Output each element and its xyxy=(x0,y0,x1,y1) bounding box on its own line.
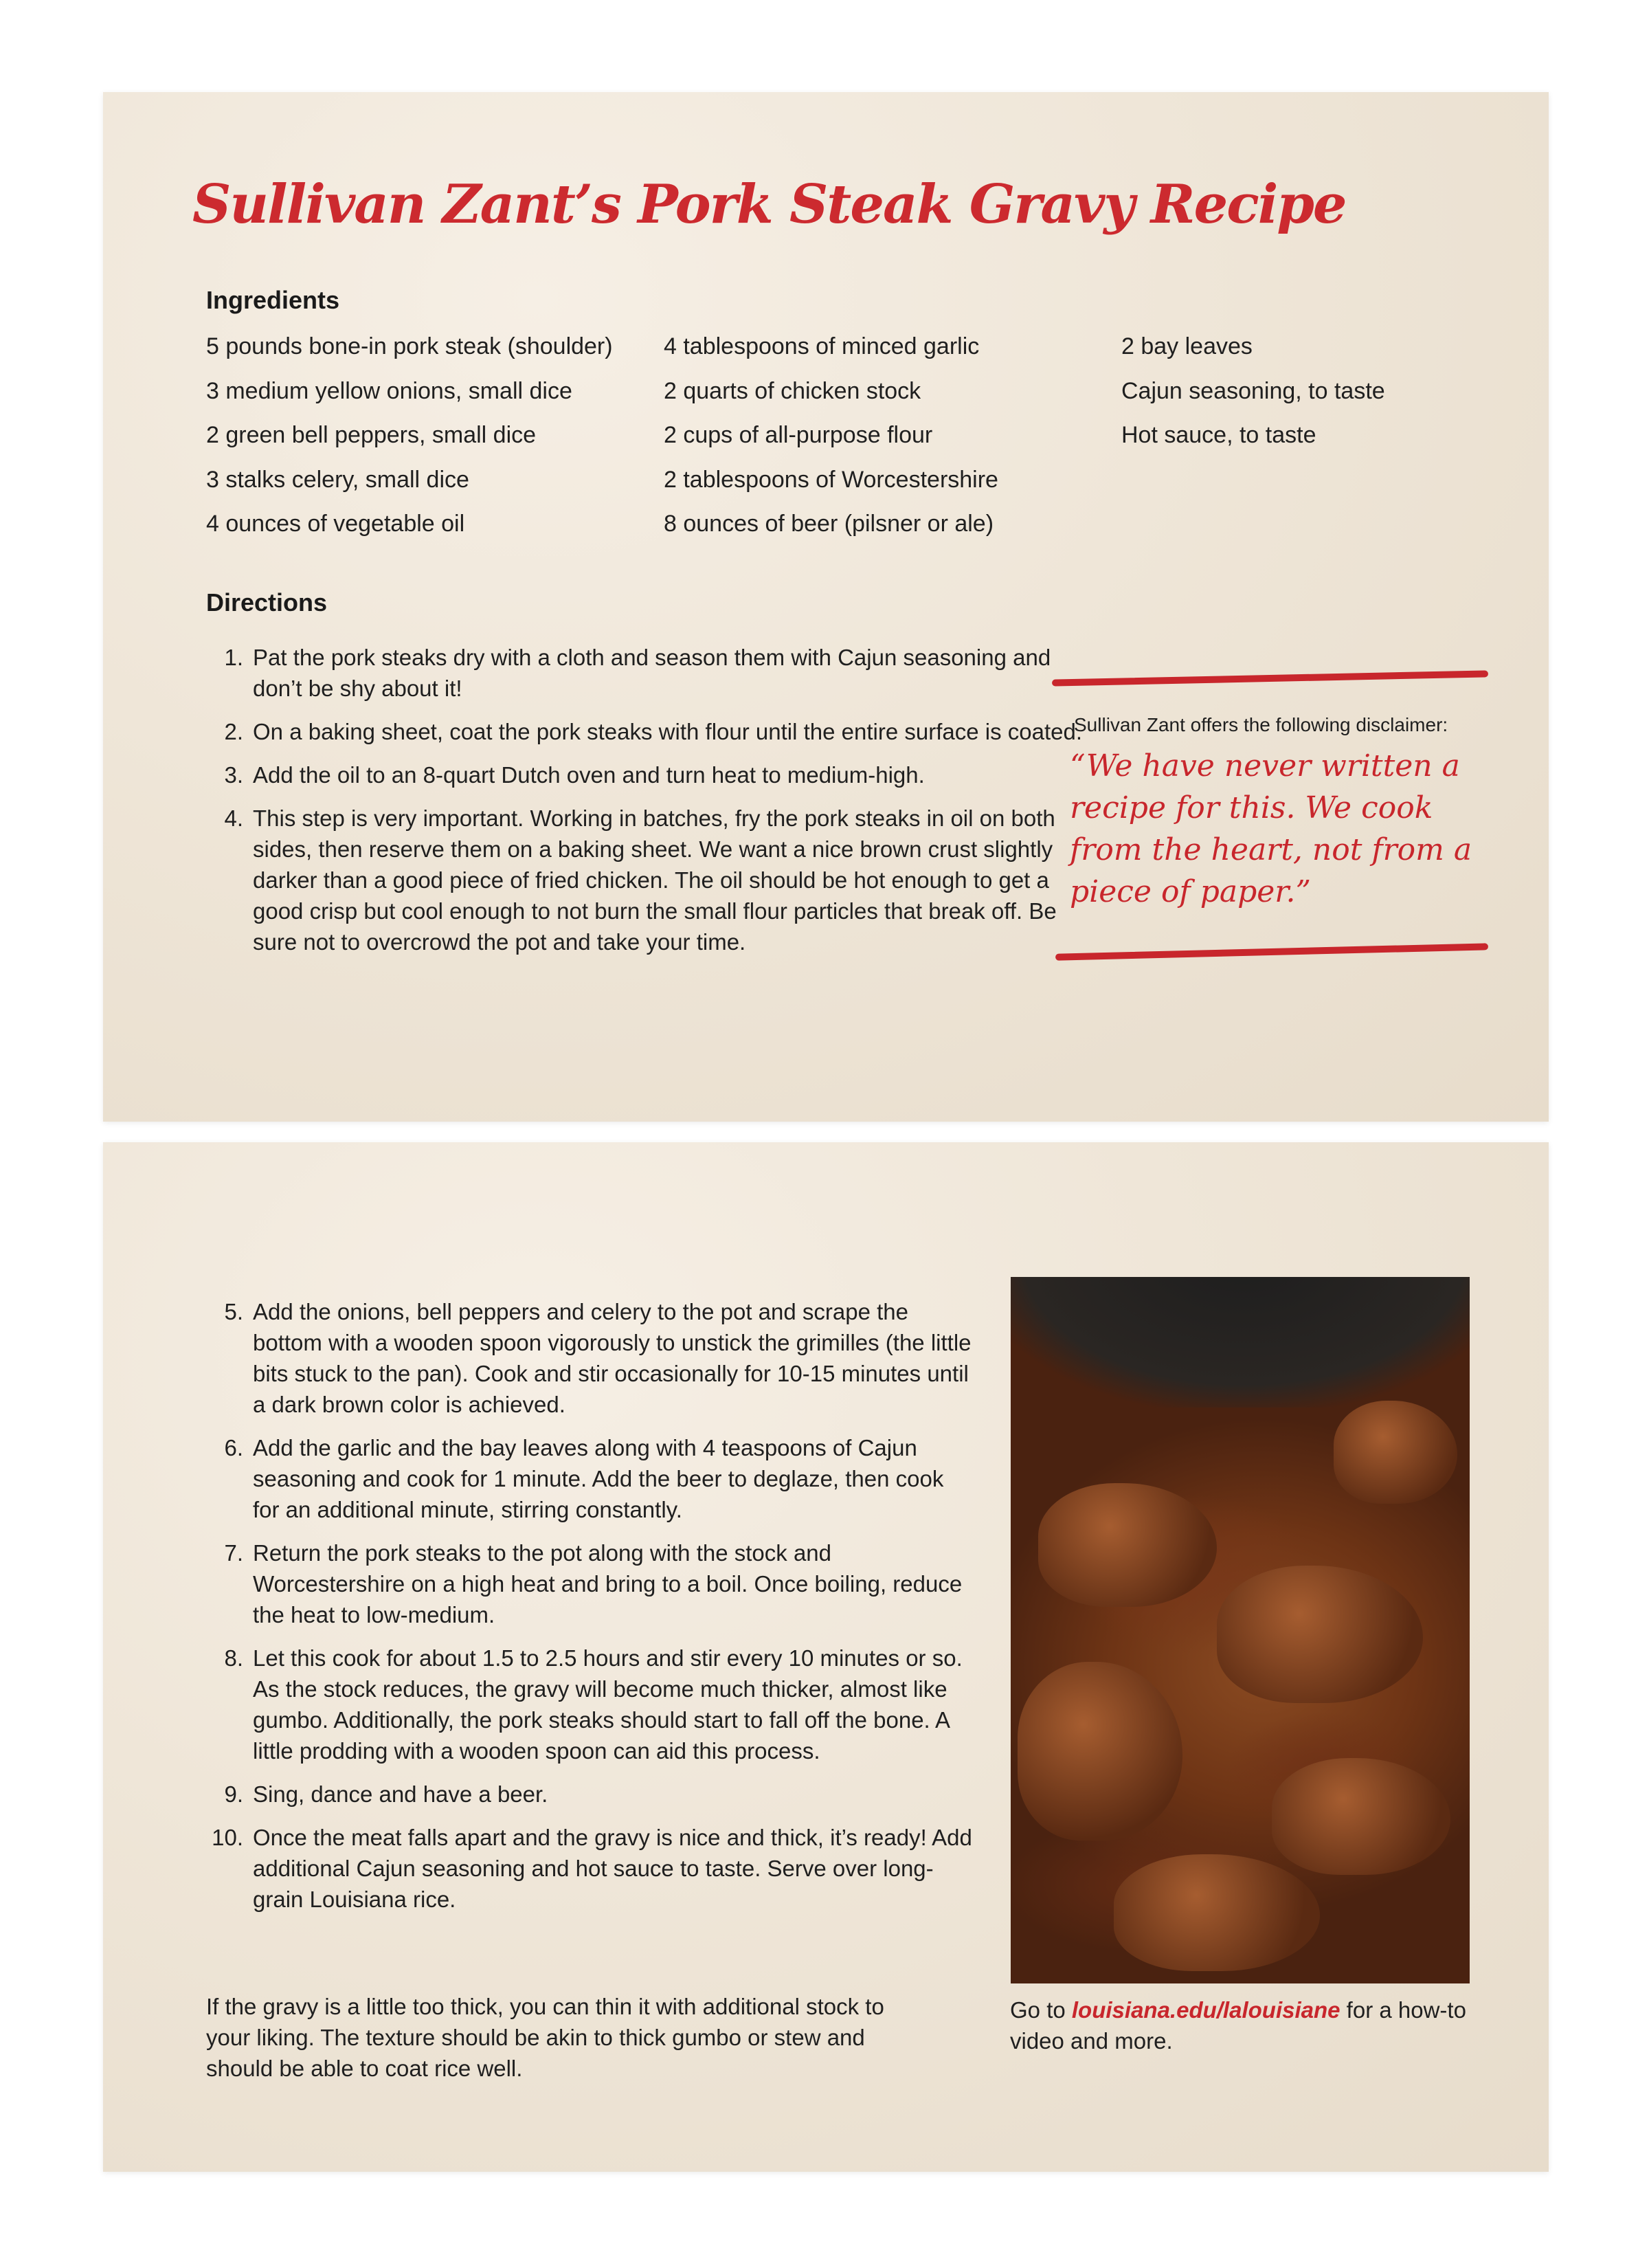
quote-rule-top xyxy=(1052,670,1488,686)
meat-chunk xyxy=(1334,1401,1457,1504)
ingredients-heading: Ingredients xyxy=(206,286,340,314)
direction-step xyxy=(206,803,1099,957)
step-text: Sing, dance and have a beer. xyxy=(253,1781,548,1807)
directions-list-part-2 xyxy=(206,1296,976,1927)
ingredients-column-3 xyxy=(1121,324,1385,458)
meat-chunk xyxy=(1217,1566,1423,1703)
step-text: Add the onions, bell peppers and celery to the pot and scrape the bottom with a wooden spoon vigorously to unstick the grimilles (the little bits stuck to the pan). Cook and stir occasionally for 10-15 minutes until a dark brown color is achieved. xyxy=(253,1299,972,1417)
step-number: 2. xyxy=(224,719,243,744)
ingredient-item: 4 ounces of vegetable oil xyxy=(206,511,465,537)
direction-step xyxy=(206,1643,976,1766)
step-number: 4. xyxy=(224,805,243,831)
direction-step xyxy=(206,1537,976,1630)
ingredient-item: 2 cups of all-purpose flour xyxy=(664,422,933,448)
direction-step xyxy=(206,1779,976,1810)
step-text: Let this cook for about 1.5 to 2.5 hours and stir every 10 minutes or so. As the stock reduces, the gravy will become much thicker, almost like gumbo. Additionally, the pork steaks should start to fall off the bone. A little prodding with a wooden spoon can aid this process. xyxy=(253,1645,963,1764)
step-text: Add the garlic and the bay leaves along with 4 teaspoons of Cajun seasoning and cook for 1 minute. Add the beer to deglaze, then cook for an additional minute, stirring constantly. xyxy=(253,1435,944,1522)
step-text: Return the pork steaks to the pot along with the stock and Worcestershire on a high heat and bring to a boil. Once boiling, reduce the heat to low-medium. xyxy=(253,1540,963,1627)
directions-list-part-1 xyxy=(206,642,1099,970)
disclaimer-quote: “We have never written a recipe for this. We cook from the heart, not from a piece of paper.” xyxy=(1070,748,1472,909)
directions-heading: Directions xyxy=(206,588,328,616)
step-number: 3. xyxy=(224,762,243,788)
meat-chunk xyxy=(1038,1483,1217,1607)
step-text: Pat the pork steaks dry with a cloth and season them with Cajun seasoning and don’t be shy about it! xyxy=(253,645,1051,701)
ingredient-item: 5 pounds bone-in pork steak (shoulder) xyxy=(206,333,613,359)
step-text: This step is very important. Working in batches, fry the pork steaks in oil on both sides, then reserve them on a baking sheet. We want a nice brown crust slightly darker than a good piece of fried chicken. The oil should be hot enough to get a good crisp but cool enough to not burn the small flour particles that break off. Be sure not to overcrowd the pot and take your time. xyxy=(253,805,1057,955)
ingredient-item: 2 tablespoons of Worcestershire xyxy=(664,466,998,493)
ingredient-item: 3 medium yellow onions, small dice xyxy=(206,377,572,404)
quote-rule-bottom xyxy=(1055,943,1488,960)
ingredient-item: Hot sauce, to taste xyxy=(1121,422,1316,448)
ingredient-item: 3 stalks celery, small dice xyxy=(206,466,469,493)
caption-link[interactable]: louisiana.edu/lalouisiane xyxy=(1071,1997,1340,2023)
meat-chunk xyxy=(1114,1854,1320,1971)
photo-caption xyxy=(1010,1994,1477,2056)
step-number: 9. xyxy=(224,1781,243,1807)
caption-suffix: for a how-to video and more. xyxy=(1010,1997,1466,2054)
caption-prefix: Go to xyxy=(1010,1997,1072,2023)
direction-step xyxy=(206,1296,976,1420)
ingredient-item: 2 green bell peppers, small dice xyxy=(206,422,537,448)
direction-step xyxy=(206,1822,976,1915)
step-text: Once the meat falls apart and the gravy is nice and thick, it’s ready! Add additional Cajun seasoning and hot sauce to taste. Serve over long-grain Louisiana rice. xyxy=(253,1825,972,1912)
step-text: Add the oil to an 8-quart Dutch oven and turn heat to medium-high. xyxy=(253,762,925,788)
ingredient-item: Cajun seasoning, to taste xyxy=(1121,377,1385,404)
thickness-note: If the gravy is a little too thick, you can thin it with additional stock to your liking. The texture should be akin to thick gumbo or stew and should be able to coat rice well. xyxy=(206,1994,884,2081)
ingredient-item: 2 quarts of chicken stock xyxy=(664,377,921,404)
pork-gravy-photo xyxy=(1011,1277,1470,1983)
direction-step xyxy=(206,642,1099,704)
ingredient-item: 4 tablespoons of minced garlic xyxy=(664,333,980,359)
pot-rim xyxy=(1011,1277,1470,1408)
disclaimer-label: Sullivan Zant offers the following disclaimer: xyxy=(1074,714,1448,735)
step-number: 7. xyxy=(224,1540,243,1566)
ingredients-column-2 xyxy=(664,324,998,546)
step-number: 6. xyxy=(224,1435,243,1460)
ingredient-item: 2 bay leaves xyxy=(1121,333,1253,359)
step-number: 5. xyxy=(224,1299,243,1324)
direction-step xyxy=(206,716,1099,747)
direction-step xyxy=(206,1432,976,1525)
ingredients-column-1 xyxy=(206,324,613,546)
recipe-card-front xyxy=(103,92,1549,1122)
recipe-card-back xyxy=(103,1142,1549,2172)
direction-step xyxy=(206,759,1099,790)
step-number: 10. xyxy=(212,1825,243,1850)
meat-chunk xyxy=(1018,1662,1182,1841)
step-text: On a baking sheet, coat the pork steaks with flour until the entire surface is coated. xyxy=(253,719,1082,744)
step-number: 8. xyxy=(224,1645,243,1671)
recipe-title: Sullivan Zant’s Pork Steak Gravy Recipe xyxy=(192,173,1346,236)
step-number: 1. xyxy=(224,645,243,670)
meat-chunk xyxy=(1272,1758,1450,1875)
ingredient-item: 8 ounces of beer (pilsner or ale) xyxy=(664,511,994,537)
